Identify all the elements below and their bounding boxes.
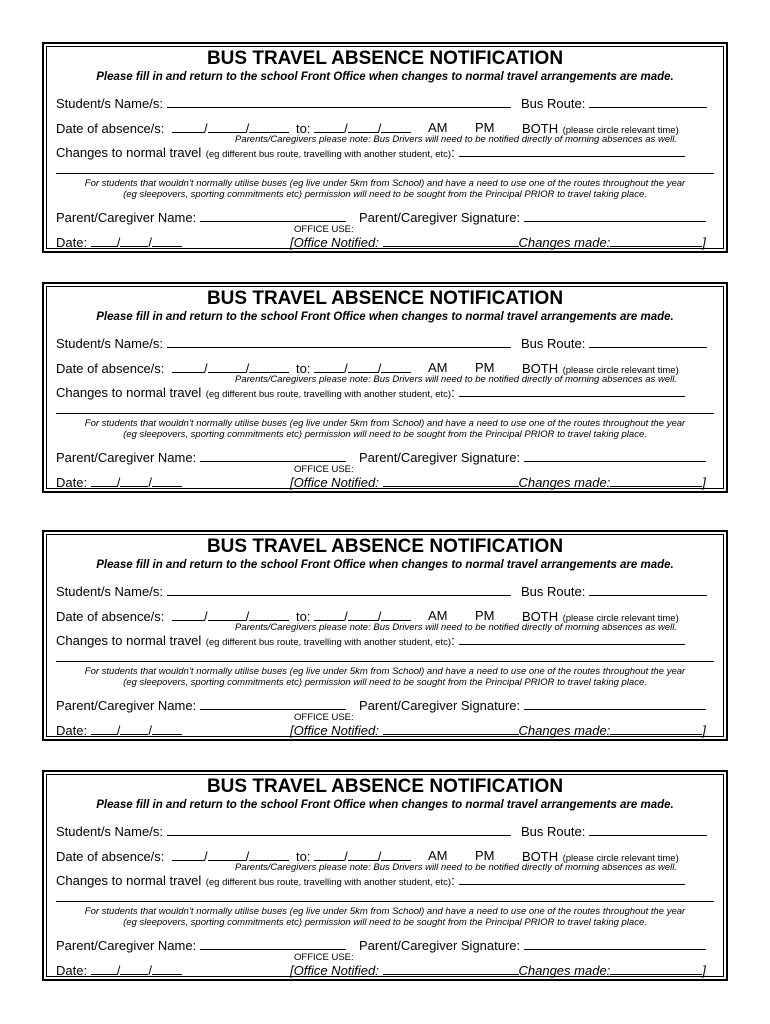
- date-separator: /: [148, 723, 152, 738]
- buses-note-2: (eg sleepovers, sporting commitments etc) permission will need to be sought from the Principal PRIOR to travel taking place.: [123, 677, 647, 688]
- parent-signature-field[interactable]: [524, 449, 706, 462]
- parent-signature-field[interactable]: [524, 697, 706, 710]
- date-separator: /: [148, 475, 152, 490]
- date-separator: /: [344, 849, 348, 864]
- date-absence-label: Date of absence/s:: [56, 609, 165, 624]
- absence-notification-form: [42, 530, 728, 741]
- form-title: BUS TRAVEL ABSENCE NOTIFICATION: [206, 288, 564, 309]
- date-separator: /: [204, 609, 208, 624]
- buses-note-1: For students that wouldn’t normally utilise buses (eg live under 5km from School) and have a need to use one of the routes throughout the year: [84, 666, 686, 677]
- absence-to-year-field[interactable]: [381, 120, 411, 133]
- changes-extra-line[interactable]: [56, 661, 714, 662]
- bus-route-field[interactable]: [589, 583, 707, 596]
- date-separator: /: [344, 361, 348, 376]
- students-row: [56, 335, 511, 351]
- date-separator: /: [377, 609, 382, 624]
- circle-note: (please circle relevant time): [562, 125, 679, 136]
- buses-note-2: (eg sleepovers, sporting commitments etc) permission will need to be sought from the Principal PRIOR to travel taking place.: [123, 429, 647, 440]
- changes-label: Changes to normal travel: [56, 873, 202, 888]
- changes-made-label: Changes made:: [518, 235, 611, 250]
- date-day-field[interactable]: [91, 722, 117, 735]
- to-label: to:: [296, 609, 311, 624]
- buses-note-2: (eg sleepovers, sporting commitments etc) permission will need to be sought from the Principal PRIOR to travel taking place.: [123, 917, 647, 928]
- close-bracket: ]: [702, 963, 706, 978]
- changes-label: Changes to normal travel: [56, 633, 202, 648]
- bus-route-field[interactable]: [589, 823, 707, 836]
- absence-notification-form: [42, 770, 728, 981]
- pm-option[interactable]: PM: [475, 120, 495, 135]
- changes-made-label: Changes made:: [518, 723, 611, 738]
- students-row: [56, 95, 511, 111]
- date-day-field[interactable]: [91, 962, 117, 975]
- students-label: Student/s Name/s:: [56, 584, 163, 599]
- date-separator: /: [245, 361, 250, 376]
- date-separator: /: [377, 849, 382, 864]
- date-separator: /: [148, 235, 152, 250]
- form-instructions: Please fill in and return to the school Front Office when changes to normal travel arrangements are made.: [96, 71, 674, 83]
- both-option[interactable]: BOTH: [522, 121, 559, 136]
- bus-route-label: Bus Route:: [521, 584, 586, 599]
- both-option[interactable]: BOTH: [522, 849, 559, 864]
- parent-signature-field[interactable]: [524, 937, 706, 950]
- date-label: Date:: [56, 475, 88, 490]
- drivers-note: Parents/Caregivers please note: Bus Drivers will need to be notified directly of morning absences as well.: [235, 862, 677, 873]
- changes-made-label: Changes made:: [518, 475, 611, 490]
- parent-signature-row: [359, 937, 706, 953]
- changes-field[interactable]: [459, 632, 685, 645]
- changes-made-field[interactable]: [610, 722, 702, 735]
- drivers-note: Parents/Caregivers please note: Bus Drivers will need to be notified directly of morning absences as well.: [235, 134, 677, 145]
- buses-note-2: (eg sleepovers, sporting commitments etc) permission will need to be sought from the Principal PRIOR to travel taking place.: [123, 189, 647, 200]
- date-separator: /: [204, 849, 208, 864]
- date-separator: /: [116, 235, 121, 250]
- buses-note-1: For students that wouldn’t normally utilise buses (eg live under 5km from School) and have a need to use one of the routes throughout the year: [84, 906, 686, 917]
- to-label: to:: [296, 121, 311, 136]
- absence-to-year-field[interactable]: [381, 360, 411, 373]
- parent-signature-field[interactable]: [524, 209, 706, 222]
- date-day-field[interactable]: [91, 234, 117, 247]
- to-label: to:: [296, 361, 311, 376]
- date-separator: /: [148, 963, 152, 978]
- absence-from-month-field[interactable]: [208, 360, 246, 373]
- pm-option[interactable]: PM: [475, 608, 495, 623]
- date-row: [56, 722, 182, 738]
- absence-from-day-field[interactable]: [172, 120, 204, 133]
- to-label: to:: [296, 849, 311, 864]
- close-bracket: ]: [702, 723, 706, 738]
- form-instructions: Please fill in and return to the school Front Office when changes to normal travel arrangements are made.: [96, 799, 674, 811]
- office-notified-field[interactable]: [383, 722, 519, 735]
- students-name-field[interactable]: [167, 823, 511, 836]
- parent-name-field[interactable]: [200, 209, 346, 222]
- students-label: Student/s Name/s:: [56, 824, 163, 839]
- absence-from-month-field[interactable]: [208, 120, 246, 133]
- absence-from-day-field[interactable]: [172, 360, 204, 373]
- parent-name-row: [56, 697, 346, 713]
- am-option[interactable]: AM: [428, 120, 448, 135]
- date-separator: /: [116, 723, 121, 738]
- changes-row: [56, 872, 685, 890]
- date-separator: /: [116, 475, 121, 490]
- date-separator: /: [344, 121, 348, 136]
- office-use-label: OFFICE USE:: [294, 224, 354, 235]
- close-bracket: ]: [702, 475, 706, 490]
- parent-name-row: [56, 209, 346, 225]
- date-label: Date:: [56, 235, 88, 250]
- parent-name-field[interactable]: [200, 697, 346, 710]
- changes-field[interactable]: [459, 144, 685, 157]
- circle-note: (please circle relevant time): [562, 613, 679, 624]
- form-instructions: Please fill in and return to the school Front Office when changes to normal travel arrangements are made.: [96, 559, 674, 571]
- parent-signature-label: Parent/Caregiver Signature:: [359, 698, 521, 713]
- changes-example: (eg different bus route, travelling with another student, etc): [205, 877, 452, 888]
- pm-option[interactable]: PM: [475, 360, 495, 375]
- parent-signature-label: Parent/Caregiver Signature:: [359, 938, 521, 953]
- office-use-label: OFFICE USE:: [294, 464, 354, 475]
- date-year-field[interactable]: [152, 722, 182, 735]
- date-year-field[interactable]: [152, 474, 182, 487]
- office-notified-label: [Office Notified:: [290, 475, 379, 490]
- date-year-field[interactable]: [152, 234, 182, 247]
- date-row: [56, 962, 182, 978]
- date-separator: /: [116, 963, 121, 978]
- date-month-field[interactable]: [120, 474, 148, 487]
- changes-made-field[interactable]: [610, 474, 702, 487]
- date-absence-label: Date of absence/s:: [56, 121, 165, 136]
- changes-row: [56, 632, 685, 650]
- absence-to-day-field[interactable]: [314, 360, 344, 373]
- date-separator: /: [245, 609, 250, 624]
- office-notified-field[interactable]: [383, 962, 519, 975]
- absence-from-year-field[interactable]: [249, 848, 289, 861]
- parent-signature-label: Parent/Caregiver Signature:: [359, 210, 521, 225]
- form-title: BUS TRAVEL ABSENCE NOTIFICATION: [206, 536, 564, 557]
- both-option[interactable]: BOTH: [522, 361, 559, 376]
- date-month-field[interactable]: [120, 722, 148, 735]
- students-row: [56, 583, 511, 599]
- date-separator: /: [204, 121, 208, 136]
- absence-to-day-field[interactable]: [314, 608, 344, 621]
- changes-made-label: Changes made:: [518, 963, 611, 978]
- date-separator: /: [245, 121, 250, 136]
- date-separator: /: [344, 609, 348, 624]
- office-notified-label: [Office Notified:: [290, 963, 379, 978]
- parent-signature-label: Parent/Caregiver Signature:: [359, 450, 521, 465]
- date-separator: /: [377, 361, 382, 376]
- bus-route-row: [521, 95, 707, 111]
- absence-to-month-field[interactable]: [348, 120, 378, 133]
- parent-name-label: Parent/Caregiver Name:: [56, 698, 197, 713]
- parent-signature-row: [359, 209, 706, 225]
- absence-to-month-field[interactable]: [348, 848, 378, 861]
- changes-example: (eg different bus route, travelling with another student, etc): [205, 389, 452, 400]
- bus-route-label: Bus Route:: [521, 336, 586, 351]
- absence-from-year-field[interactable]: [249, 120, 289, 133]
- office-notified-row: [290, 474, 706, 490]
- drivers-note: Parents/Caregivers please note: Bus Drivers will need to be notified directly of morning absences as well.: [235, 374, 677, 385]
- absence-to-month-field[interactable]: [348, 360, 378, 373]
- office-notified-field[interactable]: [383, 234, 519, 247]
- absence-to-month-field[interactable]: [348, 608, 378, 621]
- drivers-note: Parents/Caregivers please note: Bus Drivers will need to be notified directly of morning absences as well.: [235, 622, 677, 633]
- changes-extra-line[interactable]: [56, 413, 714, 414]
- changes-colon: :: [451, 385, 455, 400]
- date-day-field[interactable]: [91, 474, 117, 487]
- changes-field[interactable]: [459, 872, 685, 885]
- bus-route-row: [521, 335, 707, 351]
- changes-colon: :: [451, 633, 455, 648]
- date-absence-label: Date of absence/s:: [56, 849, 165, 864]
- changes-made-field[interactable]: [610, 234, 702, 247]
- changes-label: Changes to normal travel: [56, 385, 202, 400]
- absence-from-year-field[interactable]: [249, 608, 289, 621]
- date-month-field[interactable]: [120, 234, 148, 247]
- circle-note: (please circle relevant time): [562, 365, 679, 376]
- changes-label: Changes to normal travel: [56, 145, 202, 160]
- parent-name-field[interactable]: [200, 937, 346, 950]
- parent-name-label: Parent/Caregiver Name:: [56, 210, 197, 225]
- absence-to-year-field[interactable]: [381, 848, 411, 861]
- changes-colon: :: [451, 873, 455, 888]
- date-year-field[interactable]: [152, 962, 182, 975]
- date-separator: /: [204, 361, 208, 376]
- absence-to-year-field[interactable]: [381, 608, 411, 621]
- form-title: BUS TRAVEL ABSENCE NOTIFICATION: [206, 776, 564, 797]
- office-use-label: OFFICE USE:: [294, 712, 354, 723]
- date-absence-label: Date of absence/s:: [56, 361, 165, 376]
- absence-notification-form: [42, 42, 728, 253]
- date-row: [56, 474, 182, 490]
- bus-route-row: [521, 823, 707, 839]
- changes-row: [56, 144, 685, 162]
- absence-to-day-field[interactable]: [314, 120, 344, 133]
- date-separator: /: [245, 849, 250, 864]
- absence-from-day-field[interactable]: [172, 608, 204, 621]
- buses-note-1: For students that wouldn’t normally utilise buses (eg live under 5km from School) and have a need to use one of the routes throughout the year: [84, 178, 686, 189]
- date-label: Date:: [56, 963, 88, 978]
- both-option[interactable]: BOTH: [522, 609, 559, 624]
- parent-name-row: [56, 449, 346, 465]
- office-use-label: OFFICE USE:: [294, 952, 354, 963]
- changes-extra-line[interactable]: [56, 173, 714, 174]
- changes-example: (eg different bus route, travelling with another student, etc): [205, 637, 452, 648]
- office-notified-row: [290, 962, 706, 978]
- parent-signature-row: [359, 449, 706, 465]
- parent-name-label: Parent/Caregiver Name:: [56, 450, 197, 465]
- date-month-field[interactable]: [120, 962, 148, 975]
- parent-signature-row: [359, 697, 706, 713]
- am-option[interactable]: AM: [428, 848, 448, 863]
- absence-to-day-field[interactable]: [314, 848, 344, 861]
- absence-from-day-field[interactable]: [172, 848, 204, 861]
- close-bracket: ]: [702, 235, 706, 250]
- changes-made-field[interactable]: [610, 962, 702, 975]
- bus-route-row: [521, 583, 707, 599]
- changes-extra-line[interactable]: [56, 901, 714, 902]
- date-label: Date:: [56, 723, 88, 738]
- changes-example: (eg different bus route, travelling with another student, etc): [205, 149, 452, 160]
- office-notified-row: [290, 234, 706, 250]
- am-option[interactable]: AM: [428, 360, 448, 375]
- form-title: BUS TRAVEL ABSENCE NOTIFICATION: [206, 48, 564, 69]
- circle-note: (please circle relevant time): [562, 853, 679, 864]
- students-label: Student/s Name/s:: [56, 96, 163, 111]
- office-notified-label: [Office Notified:: [290, 235, 379, 250]
- bus-route-label: Bus Route:: [521, 824, 586, 839]
- parent-name-row: [56, 937, 346, 953]
- absence-from-year-field[interactable]: [249, 360, 289, 373]
- parent-name-field[interactable]: [200, 449, 346, 462]
- office-notified-row: [290, 722, 706, 738]
- bus-route-field[interactable]: [589, 335, 707, 348]
- changes-colon: :: [451, 145, 455, 160]
- absence-from-month-field[interactable]: [208, 848, 246, 861]
- office-notified-field[interactable]: [383, 474, 519, 487]
- form-instructions: Please fill in and return to the school Front Office when changes to normal travel arrangements are made.: [96, 311, 674, 323]
- students-name-field[interactable]: [167, 583, 511, 596]
- changes-row: [56, 384, 685, 402]
- changes-field[interactable]: [459, 384, 685, 397]
- absence-notification-form: [42, 282, 728, 493]
- pm-option[interactable]: PM: [475, 848, 495, 863]
- parent-name-label: Parent/Caregiver Name:: [56, 938, 197, 953]
- date-separator: /: [377, 121, 382, 136]
- absence-from-month-field[interactable]: [208, 608, 246, 621]
- bus-route-field[interactable]: [589, 95, 707, 108]
- students-name-field[interactable]: [167, 95, 511, 108]
- buses-note-1: For students that wouldn’t normally utilise buses (eg live under 5km from School) and have a need to use one of the routes throughout the year: [84, 418, 686, 429]
- date-row: [56, 234, 182, 250]
- students-row: [56, 823, 511, 839]
- students-label: Student/s Name/s:: [56, 336, 163, 351]
- bus-route-label: Bus Route:: [521, 96, 586, 111]
- students-name-field[interactable]: [167, 335, 511, 348]
- am-option[interactable]: AM: [428, 608, 448, 623]
- office-notified-label: [Office Notified:: [290, 723, 379, 738]
